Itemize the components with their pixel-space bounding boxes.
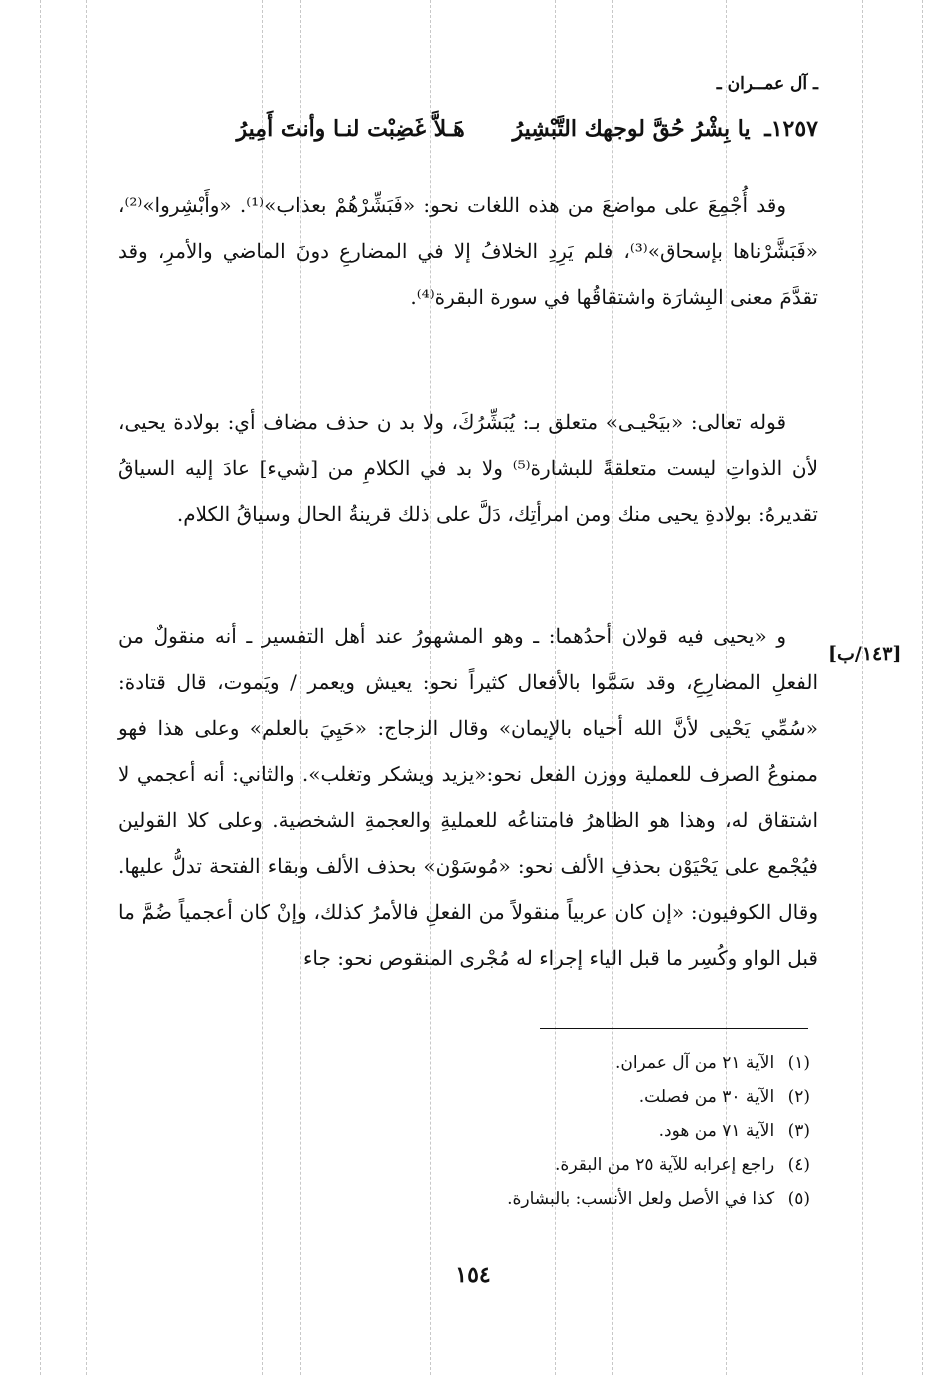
footnote-text: الآية ٢١ من آل عمران. xyxy=(614,1053,775,1073)
paragraph: وقد أُجْمِعَ على مواضعَ من هذه اللغات نحو: «فَبَشِّرْهُمْ بعذاب»⁽¹⁾. «وأَبْشِروا»⁽²⁾، «فَبَشَّرْناها بإسحاق»⁽³⁾، فلم يَرِدِ الخلافُ إلا في المضارعِ دونَ الماضي والأمرِ، وقد تقدَّمَ معنى البِشارَة واشتقاقُها في سورة البقرة⁽⁴⁾. xyxy=(118,193,818,309)
paragraph: قوله تعالى: «بيَحْيـى» متعلق بـ: يُبَشِّرُكَ، ولا بد ن حذف مضاف أي: بولادة يحيى، لأن الذواتِ ليست متعلقةً للبشارة⁽⁵⁾ ولا بد في الكلامِ من [شيء] عادَ إليه السياقُ تقديرهُ: بولادةِ يحيى منك ومن امرأتِك، دَلَّ على ذلك قرينةُ الحال وسياقُ الكلام. xyxy=(118,410,818,526)
verse-number: ١٢٥٧ـ xyxy=(764,116,818,142)
running-header: ـ آل عمــران ـ xyxy=(716,74,818,94)
footnote-text: كذا في الأصل ولعل الأنسب: بالبشارة. xyxy=(507,1189,775,1209)
footnote-text: الآية ٣٠ من فصلت. xyxy=(638,1087,775,1107)
footnote-number: (٣) xyxy=(787,1121,810,1141)
footnote xyxy=(190,1080,810,1114)
footnote-number: (٤) xyxy=(787,1155,810,1175)
footnotes xyxy=(190,1046,810,1216)
verse-hemistich-first: يا بِشْرُ حُقَّ لوجهك التَّبْشِيرُ xyxy=(512,116,751,142)
footnote-text: راجع إعرابه للآية ٢٥ من البقرة. xyxy=(555,1155,775,1175)
footnote-number: (٥) xyxy=(787,1189,810,1209)
footnote-divider xyxy=(540,1028,808,1029)
footnote-number: (١) xyxy=(787,1053,810,1073)
scan-guide-line xyxy=(862,0,863,1375)
scan-guide-line xyxy=(922,0,923,1375)
scan-guide-line xyxy=(86,0,87,1375)
footnote xyxy=(190,1182,810,1216)
folio-margin-reference: [١٤٣/ب] xyxy=(828,643,902,665)
verse-hemistich-second: هَـلاَّ غَضِبْت لنـا وأنتَ أَمِيرُ xyxy=(236,116,465,142)
verse-line xyxy=(118,116,818,142)
footnote xyxy=(190,1046,810,1080)
footnote-number: (٢) xyxy=(787,1087,810,1107)
footnote xyxy=(190,1114,810,1148)
footnote xyxy=(190,1148,810,1182)
scan-guide-line xyxy=(40,0,41,1375)
page-number: ١٥٤ xyxy=(455,1262,491,1288)
footnote-text: الآية ٧١ من هود. xyxy=(658,1121,775,1141)
paragraph: و «يحيى فيه قولان أحدُهما: ـ وهو المشهورُ عند أهل التفسير ـ أنه منقولٌ من الفعلِ المضارِعِ، وقد سَمَّوا بالأفعال كثيراً نحو: يعيش ويعمر / ويَموت، قال قتادة: «سُمِّي يَحْيى لأنَّ الله أحياه بالإيمان» وقال الزجاج: «حَيِيَ بالعلم» وعلى هذا فهو ممنوعُ الصرف للعملية ووزن الفعل نحو:«يزيد ويشكر وتغلب». والثاني: أنه أعجمي لا اشتقاق له، وهذا هو الظاهرُ فامتناعُه للعمليةِ والعجمةِ الشخصية. وعلى كلا القولين فيُجْمع على يَحْيَوْن بحذفِ الألف نحو: «مُوسَوْن» بحذف الألف وبقاء الفتحة تدلُّ عليها. وقال الكوفيون: «إن كان عربياً منقولاً من الفعلِ فالأمرُ كذلك، وإنْ كان أعجمياً ضُمَّ ما قبل الواو وكُسِر ما قبل الياء إجراء له مُجْرى المنقوص نحو: جاء xyxy=(118,624,818,970)
